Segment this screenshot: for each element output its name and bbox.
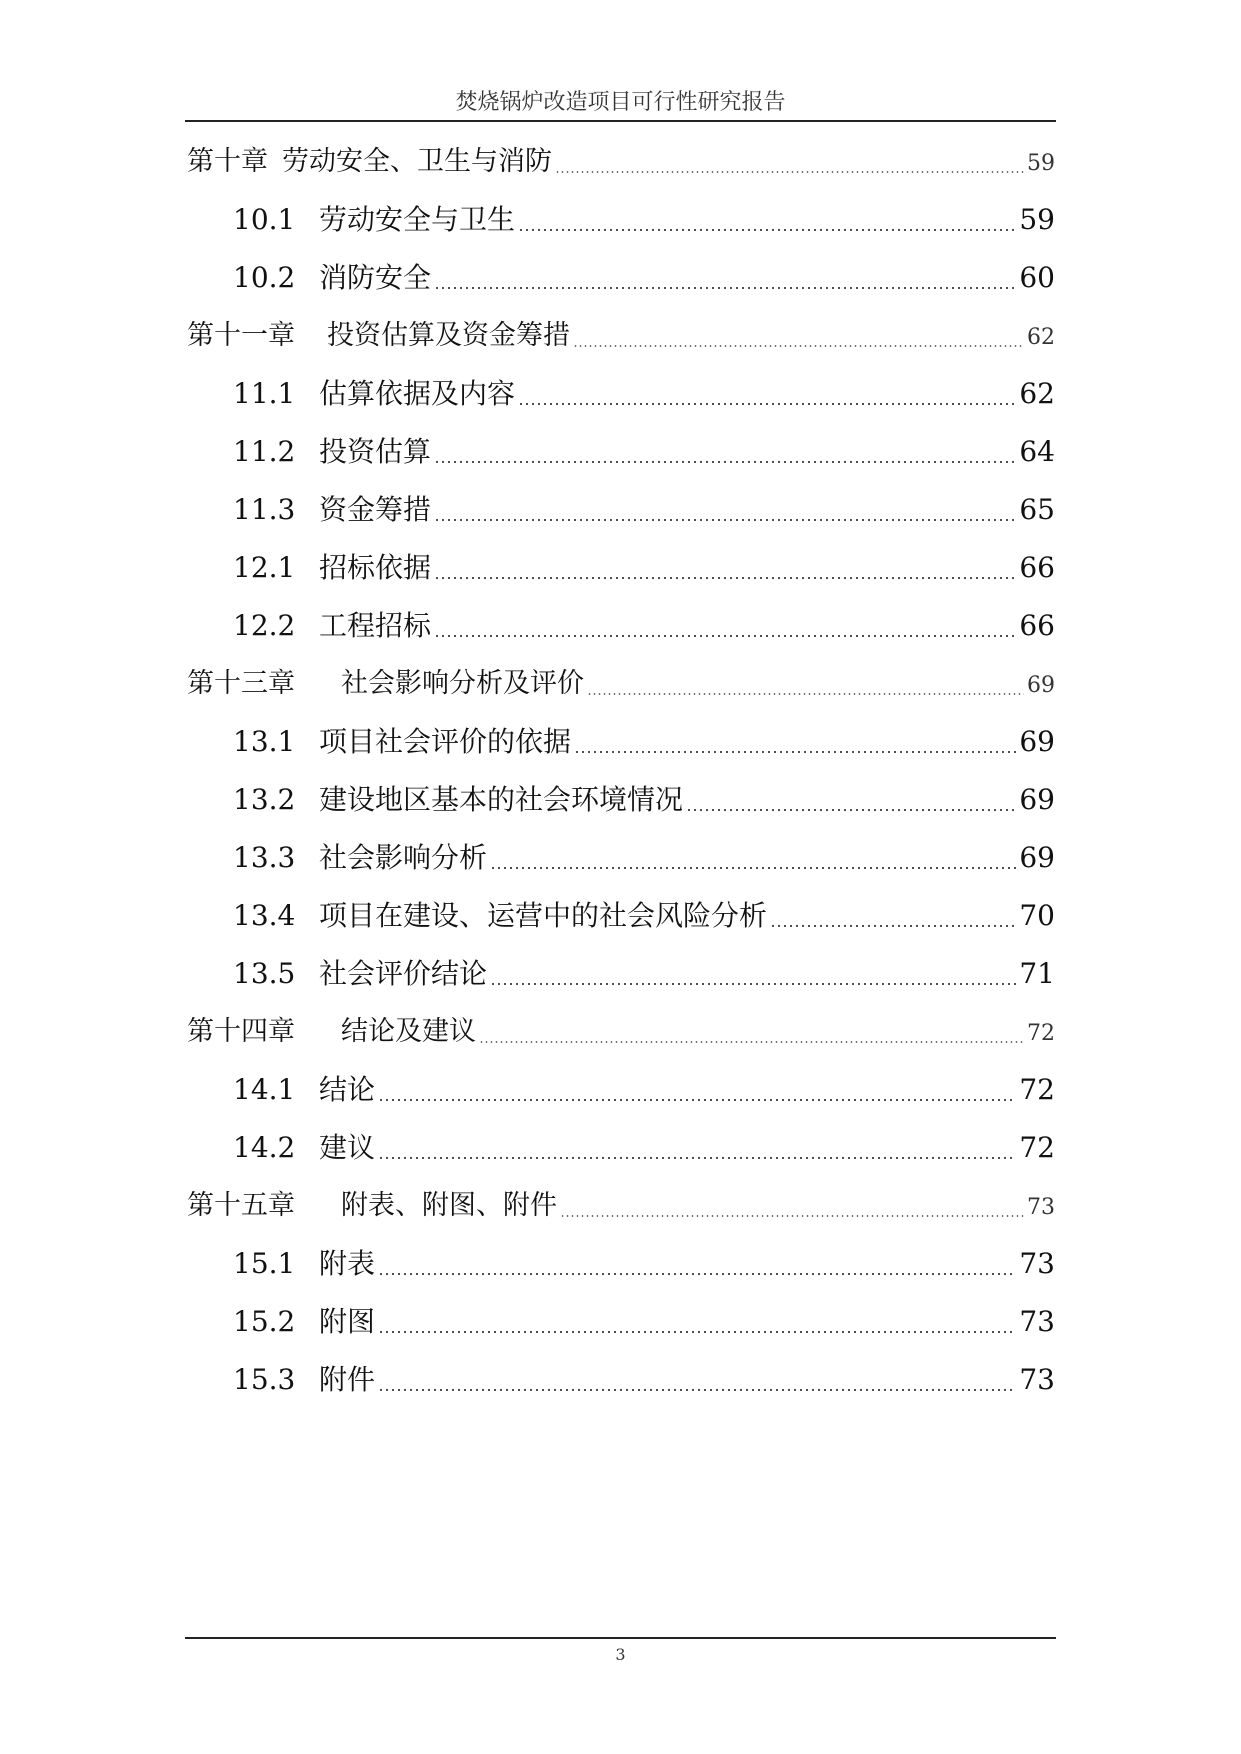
toc-entry-number: 15.2	[233, 1305, 296, 1338]
toc-entry-title: 附表	[319, 1247, 376, 1280]
dot-leader	[434, 519, 1016, 521]
toc-entry-page: 73	[1019, 1363, 1055, 1396]
dot-leader	[686, 809, 1016, 811]
toc-chapter-11[interactable]	[187, 316, 1055, 356]
toc-entry-number: 12.2	[233, 609, 296, 642]
toc-section-10-1[interactable]	[233, 200, 1055, 240]
toc-entry-title: 劳动安全、卫生与消防	[282, 146, 552, 177]
dot-leader	[378, 1157, 1016, 1159]
toc-entry-title: 建设地区基本的社会环境情况	[319, 783, 684, 816]
dot-leader	[378, 1099, 1016, 1101]
dot-leader	[378, 1273, 1016, 1275]
toc-entry-page: 60	[1019, 261, 1055, 294]
toc-chapter-14[interactable]	[187, 1012, 1055, 1052]
dot-leader	[490, 867, 1016, 869]
dot-leader	[479, 1041, 1024, 1043]
toc-entry-title: 结论及建议	[341, 1016, 476, 1047]
toc-entry-title: 附件	[319, 1363, 376, 1396]
toc-entry-number: 13.3	[233, 841, 296, 874]
dot-leader	[555, 171, 1024, 173]
toc-entry-page: 59	[1027, 151, 1055, 176]
toc-entry-number: 11.3	[233, 493, 296, 526]
toc-section-12-2[interactable]	[233, 606, 1055, 646]
toc-entry-page: 62	[1019, 377, 1055, 410]
toc-entry-page: 62	[1027, 325, 1055, 350]
toc-entry-page: 66	[1019, 609, 1055, 642]
dot-leader	[434, 577, 1016, 579]
toc-section-10-2[interactable]	[233, 258, 1055, 298]
toc-entry-title: 资金筹措	[319, 493, 432, 526]
toc-section-13-3[interactable]	[233, 838, 1055, 878]
dot-leader	[573, 345, 1024, 347]
toc-entry-page: 59	[1019, 203, 1055, 236]
toc-entry-title: 项目社会评价的依据	[319, 725, 572, 758]
toc-entry-number: 第十章	[187, 146, 268, 177]
toc-entry-title: 估算依据及内容	[319, 377, 516, 410]
toc-entry-number: 第十三章	[187, 668, 295, 699]
toc-entry-number: 11.1	[233, 377, 296, 410]
toc-section-13-1[interactable]	[233, 722, 1055, 762]
toc-entry-number: 14.2	[233, 1131, 296, 1164]
footer-divider	[185, 1637, 1056, 1639]
dot-leader	[574, 751, 1016, 753]
toc-entry-title: 社会影响分析	[319, 841, 488, 874]
toc-entry-page: 70	[1019, 899, 1055, 932]
dot-leader	[490, 983, 1016, 985]
page-header-title: 焚烧锅炉改造项目可行性研究报告	[455, 90, 786, 115]
toc-entry-page: 72	[1019, 1073, 1055, 1106]
toc-entry-number: 10.2	[233, 261, 296, 294]
toc-entry-number: 第十四章	[187, 1016, 295, 1047]
toc-entry-page: 72	[1027, 1021, 1055, 1046]
toc-entry-page: 73	[1019, 1247, 1055, 1280]
dot-leader	[434, 287, 1016, 289]
toc-entry-page: 71	[1019, 957, 1055, 990]
toc-entry-number: 第十一章	[187, 320, 295, 351]
toc-entry-page: 73	[1019, 1305, 1055, 1338]
toc-section-15-2[interactable]	[233, 1302, 1055, 1342]
toc-entry-title: 社会评价结论	[319, 957, 488, 990]
toc-entry-page: 69	[1019, 841, 1055, 874]
page-number: 3	[615, 1645, 626, 1664]
dot-leader	[378, 1331, 1016, 1333]
toc-entry-number: 13.5	[233, 957, 296, 990]
toc-entry-number: 15.1	[233, 1247, 296, 1280]
toc-section-15-3[interactable]	[233, 1360, 1055, 1400]
toc-entry-title: 社会影响分析及评价	[341, 668, 584, 699]
toc-chapter-13[interactable]	[187, 664, 1055, 704]
toc-entry-page: 69	[1019, 783, 1055, 816]
toc-section-11-3[interactable]	[233, 490, 1055, 530]
toc-entry-number: 11.2	[233, 435, 296, 468]
toc-entry-title: 项目在建设、运营中的社会风险分析	[319, 899, 768, 932]
toc-section-11-1[interactable]	[233, 374, 1055, 414]
toc-entry-number: 13.4	[233, 899, 296, 932]
toc-entry-number: 10.1	[233, 203, 296, 236]
toc-entry-title: 投资估算及资金筹措	[327, 320, 570, 351]
toc-chapter-10[interactable]	[187, 142, 1055, 182]
toc-entry-title: 附表、附图、附件	[341, 1190, 557, 1221]
toc-entry-page: 73	[1027, 1195, 1055, 1220]
toc-section-13-4[interactable]	[233, 896, 1055, 936]
toc-entry-title: 劳动安全与卫生	[319, 203, 516, 236]
toc-section-15-1[interactable]	[233, 1244, 1055, 1284]
toc-section-11-2[interactable]	[233, 432, 1055, 472]
toc-entry-number: 15.3	[233, 1363, 296, 1396]
toc-entry-number: 14.1	[233, 1073, 296, 1106]
toc-entry-title: 附图	[319, 1305, 376, 1338]
dot-leader	[518, 229, 1016, 231]
toc-chapter-15[interactable]	[187, 1186, 1055, 1226]
toc-entry-title: 工程招标	[319, 609, 432, 642]
toc-section-14-1[interactable]	[233, 1070, 1055, 1110]
toc-entry-number: 13.2	[233, 783, 296, 816]
toc-section-12-1[interactable]	[233, 548, 1055, 588]
toc-entry-title: 结论	[319, 1073, 376, 1106]
toc-entry-number: 13.1	[233, 725, 296, 758]
toc-entry-page: 69	[1019, 725, 1055, 758]
toc-entry-page: 64	[1019, 435, 1055, 468]
dot-leader	[770, 925, 1016, 927]
toc-entry-page: 65	[1019, 493, 1055, 526]
dot-leader	[587, 693, 1024, 695]
toc-entry-title: 消防安全	[319, 261, 432, 294]
toc-section-13-2[interactable]	[233, 780, 1055, 820]
toc-entry-page: 66	[1019, 551, 1055, 584]
dot-leader	[518, 403, 1016, 405]
toc-entry-title: 招标依据	[319, 551, 432, 584]
dot-leader	[434, 461, 1016, 463]
toc-entry-number: 第十五章	[187, 1190, 295, 1221]
toc-entry-title: 建议	[319, 1131, 376, 1164]
dot-leader	[378, 1389, 1016, 1391]
toc-section-13-5[interactable]	[233, 954, 1055, 994]
toc-section-14-2[interactable]	[233, 1128, 1055, 1168]
toc-entry-title: 投资估算	[319, 435, 432, 468]
toc-entry-page: 69	[1027, 673, 1055, 698]
dot-leader	[434, 635, 1016, 637]
toc-entry-page: 72	[1019, 1131, 1055, 1164]
dot-leader	[560, 1215, 1024, 1217]
toc-entry-number: 12.1	[233, 551, 296, 584]
